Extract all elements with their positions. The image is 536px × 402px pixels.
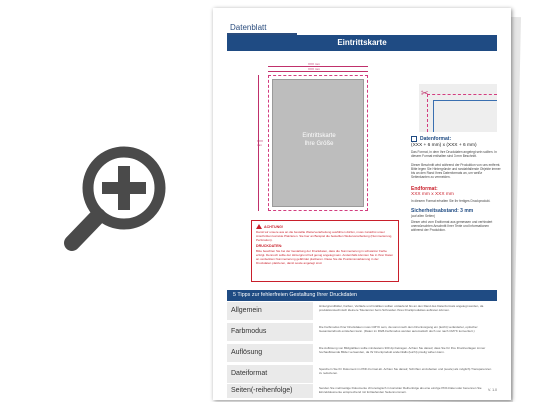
warning-icon	[256, 224, 262, 229]
page-title: Eintrittskarte	[227, 35, 497, 51]
tip-row	[227, 302, 497, 320]
scissors-icon: ✂	[421, 88, 429, 98]
product-template	[257, 62, 368, 213]
datenformat-heading: Datenformat:	[411, 136, 501, 142]
datasheet-page	[213, 8, 511, 400]
page-number: V. 1.0	[488, 388, 498, 392]
format-info	[411, 136, 501, 232]
magnifier-plus-icon[interactable]	[62, 140, 172, 252]
endformat-value: XXX mm x XXX mm	[411, 192, 454, 197]
safety-heading: Sicherheitsabstand: 3 mm	[411, 208, 474, 214]
tip-label: Farbmodus	[227, 323, 313, 341]
dimension-left: XXX mm	[258, 75, 264, 211]
tip-label: Auflösung	[227, 344, 313, 362]
safety-text: Dieser wird vom Endformat aus gemessen und verhindert unerwünschten Anschnitt Ihrer Texte und Informationen während der Produktion.	[411, 220, 493, 232]
template-sublabel: Ihre Größe	[304, 141, 334, 147]
corner-detail	[419, 84, 497, 132]
datenformat-text: Das Format, in dem Ihre Druckdaten angelegt sein sollten. In diesem Format enthalten sind 3 mm Beschnitt.	[411, 150, 497, 158]
tip-label: Allgemein	[227, 302, 313, 320]
tip-text: Senden Sie mehrseitige Dokumente chronologisch in korrekter Reihenfolge als eine einzige PDF-Datei oder benennen Sie Einzeldokumente entsprechend mit fortlaufenden Seitennummern.	[319, 386, 482, 394]
tip-row	[227, 384, 497, 398]
tip-row	[227, 365, 497, 383]
warning-box	[251, 220, 399, 282]
endformat-text: In diesem Format erhalten Sie Ihr fertiges Druckprodukt.	[411, 199, 491, 203]
tip-text: Die Farbmodus Ihrer Druckdaten muss CMYK sein, da sonst nach dem Druckvorgang ein (leicht) veränderter, optischer Gesamteindruck entstehen kann. (Daten im RGB-Farbmodus werden automatisch doch von nach CMYK konvertiert.)	[319, 325, 478, 333]
endformat-heading: Endformat:	[411, 186, 438, 192]
safety-sub: (auf allen Seiten)	[411, 214, 436, 218]
warning-title-2: DRUCKDATEN:	[256, 244, 283, 248]
tips-heading: 5 Tipps zur fehlerfreien Gestaltung Ihrer Druckdaten	[227, 290, 497, 301]
dimension-top: XXX mm XXX mm	[268, 63, 368, 73]
tip-row	[227, 344, 497, 362]
tip-text: Die Auflösung von Bildgrafiken sollte mindestens 300 dpi betragen. Achten Sie darauf, dass Sie für Ihre Druckvorlagen immer hochauflösende Bilder verwenden, da Ihr Druckprodukt andernfalls (leicht) pixelig wirken kann.	[319, 346, 486, 354]
warning-title: ACHTUNG!	[264, 224, 284, 229]
datasheet-header: Datenblatt	[227, 22, 297, 35]
tip-row	[227, 323, 497, 341]
warning-text-2: Bitte beachten Sie bei der Gestaltung der Druckdaten, dass die Nummerierung in schwarzer Farbe erfolgt. Dennoch sollte der Hintergrund hell genug angelegt sein. Andernfalls könnten Sie in Ihrer Daten an verdeckten Nummerierung gefährdet platzieren. Diese Sie die Positionsmarkierung in der Druckdaten platzieren, damit sowie angelegt sind.	[256, 249, 394, 265]
tip-text: Hintergrundbilder, Farben, Verläufe und Grafiken sollten umlaufend bis an den Rand des Datenformats angelegt werden, da produktionstechnisch kleinere Toleranzen beim Schneiden Ihres Druckproduktes auftreten können.	[319, 304, 484, 312]
warning-text: Damit wir unsere aus an die bestellte Weiterverarbeitung ausführen dürfen, muss zunächst unser Anschnitten korrekte Platzieren. Sie fuer an Beispiel die bestellten Weiterverarbeitung (Nummerierung, Perforation).	[256, 230, 393, 242]
final-format-area	[272, 79, 364, 207]
template-label: Eintrittskarte	[302, 133, 336, 139]
tip-text: Speichern Sie Ihr Dokument im PDF-Format ab. Achten Sie darauf, Schriften einzubetten und (sowie) als möglich) Transparenzen zu reduzieren.	[319, 367, 492, 375]
format-icon	[411, 136, 417, 142]
tip-label: Dateiformat	[227, 365, 313, 383]
datenformat-text-2: Dieser Beschnitt wird während der Produktion von uns entfernt. Bitte legen Sie Hintergründe und randabfallende Objekte immer bis an den Rand Ihres Datenformats an, um weiße Seitenkanten zu vermeiden.	[411, 163, 501, 179]
datenformat-formula: (XXX + 6 mm) x (XXX + 6 mm)	[411, 143, 477, 148]
tip-label: Seiten(-reihenfolge)	[227, 384, 313, 398]
